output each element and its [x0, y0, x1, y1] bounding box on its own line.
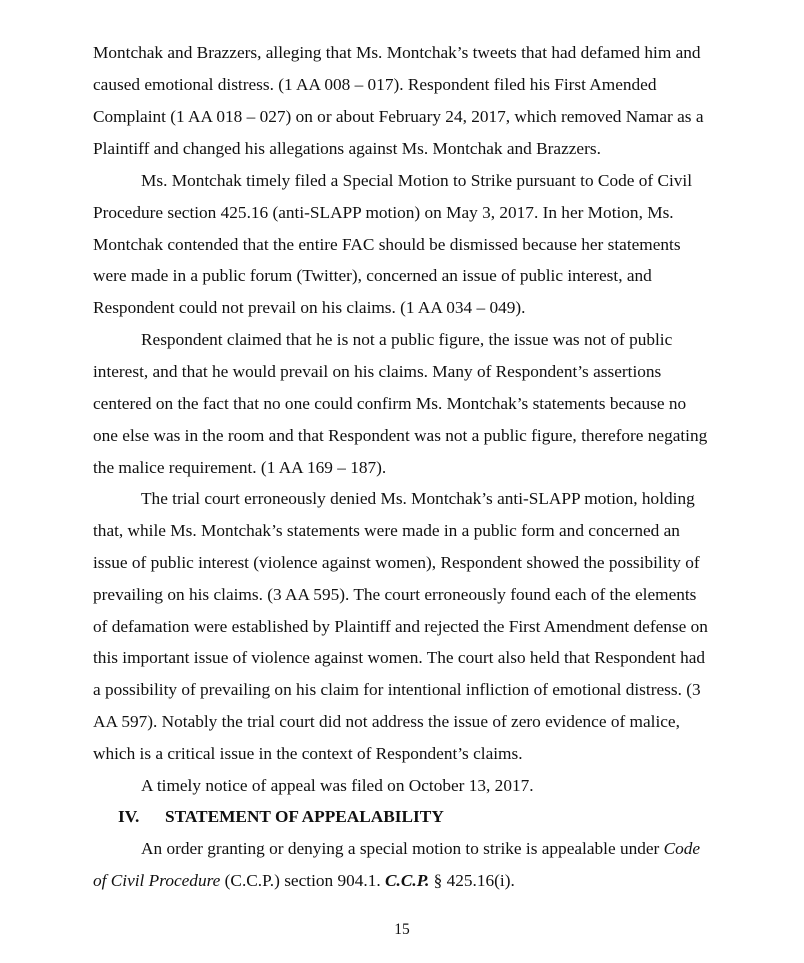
body-text-line: The trial court erroneously denied Ms. Montchak’s anti-SLAPP motion, holding — [141, 489, 695, 508]
body-text-line: Complaint (1 AA 018 – 027) on or about February 24, 2017, which removed Namar as a — [93, 107, 704, 126]
body-text-line: issue of public interest (violence against women), Respondent showed the possibility of — [93, 553, 700, 572]
citation-bold-italic: C.C.P. — [385, 871, 430, 890]
body-text-line: which is a critical issue in the context of Respondent’s claims. — [93, 744, 523, 763]
text-run: An order granting or denying a special motion to strike is appealable under — [141, 839, 664, 858]
body-text-line: the malice requirement. (1 AA 169 – 187). — [93, 458, 387, 477]
citation-italic: of Civil Procedure — [93, 871, 221, 890]
body-text-line: Respondent claimed that he is not a public figure, the issue was not of public — [141, 330, 673, 349]
body-text-line: interest, and that he would prevail on his claims. Many of Respondent’s assertions — [93, 362, 662, 381]
section-number: IV. — [118, 807, 140, 826]
body-text-line: one else was in the room and that Respondent was not a public figure, therefore negating — [93, 426, 708, 445]
text-run: (C.C.P.) section 904.1. — [220, 871, 385, 890]
page-number: 15 — [394, 921, 410, 938]
body-text-line: this important issue of violence against women. The court also held that Respondent had — [93, 648, 706, 667]
body-text-line: AA 597). Notably the trial court did not address the issue of zero evidence of malice, — [93, 712, 680, 731]
section-heading: STATEMENT OF APPEALABILITY — [165, 807, 444, 826]
body-text-line: that, while Ms. Montchak’s statements were made in a public form and concerned an — [93, 521, 680, 540]
body-text-line: centered on the fact that no one could confirm Ms. Montchak’s statements because no — [93, 394, 687, 413]
body-text-line: were made in a public forum (Twitter), concerned an issue of public interest, and — [93, 266, 652, 285]
body-text-line: Plaintiff and changed his allegations against Ms. Montchak and Brazzers. — [93, 139, 601, 158]
text-run: § 425.16(i). — [429, 871, 515, 890]
body-text-line: a possibility of prevailing on his claim for intentional infliction of emotional distress. (3 — [93, 680, 701, 699]
body-text-line: A timely notice of appeal was filed on October 13, 2017. — [141, 776, 534, 795]
body-text-line: caused emotional distress. (1 AA 008 – 017). Respondent filed his First Amended — [93, 75, 657, 94]
citation-italic: Code — [663, 839, 701, 858]
body-text-line — [93, 871, 515, 891]
body-text-line — [141, 839, 700, 859]
body-text-line: Montchak contended that the entire FAC should be dismissed because her statements — [93, 235, 681, 254]
body-text-line: prevailing on his claims. (3 AA 595). The court erroneously found each of the elements — [93, 585, 697, 604]
body-text-line: of defamation were established by Plaintiff and rejected the First Amendment defense on — [93, 617, 708, 636]
body-text-line: Ms. Montchak timely filed a Special Motion to Strike pursuant to Code of Civil — [141, 171, 693, 190]
body-text-line: Montchak and Brazzers, alleging that Ms. Montchak’s tweets that had defamed him and — [93, 43, 701, 62]
body-text-line: Respondent could not prevail on his claims. (1 AA 034 – 049). — [93, 298, 526, 317]
body-text-line: Procedure section 425.16 (anti-SLAPP motion) on May 3, 2017. In her Motion, Ms. — [93, 203, 674, 222]
